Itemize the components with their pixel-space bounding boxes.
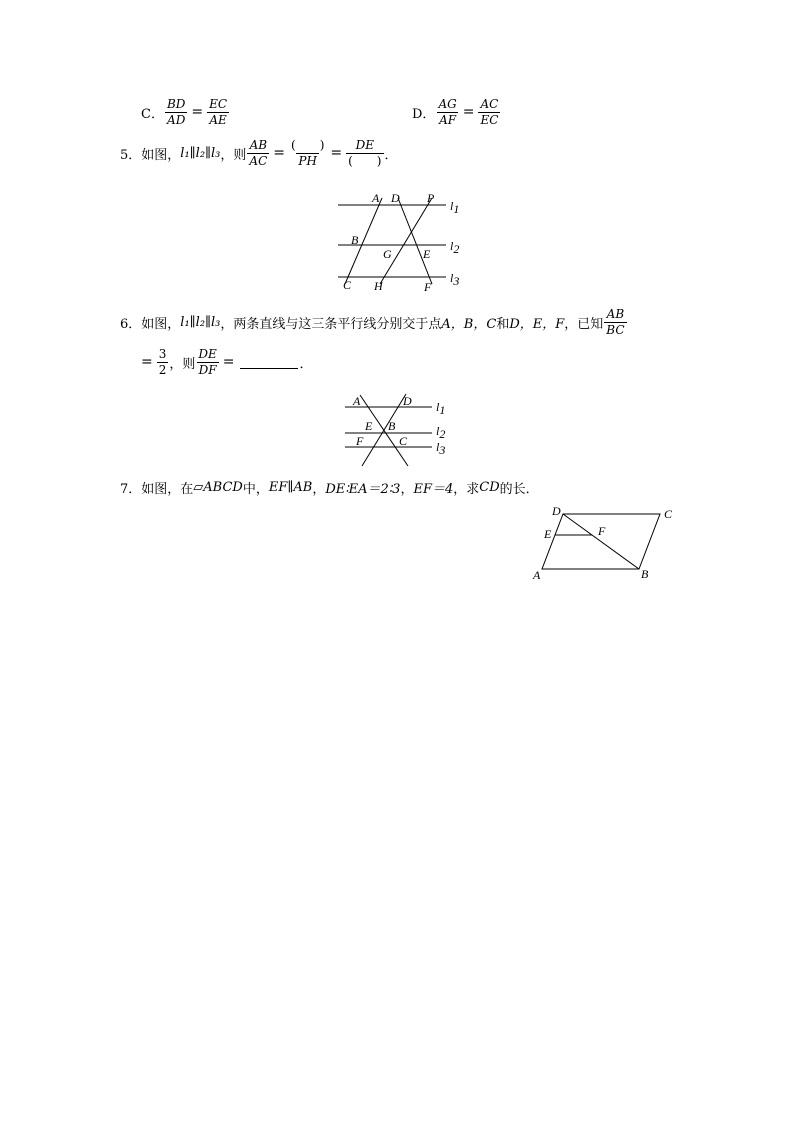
label-e: E xyxy=(544,527,552,541)
label-l3: l3 xyxy=(436,440,446,457)
q7-condition-1: EF∥AB xyxy=(268,480,313,495)
label-b: B xyxy=(388,419,396,433)
q6-value: $\frac{3}{2}$ xyxy=(158,347,167,377)
label-l1: l1 xyxy=(450,199,460,216)
option-d-label: D． xyxy=(412,106,436,122)
q6-end: ． xyxy=(299,356,313,372)
q6-then: ，则 xyxy=(169,356,196,372)
label-f: F xyxy=(356,434,364,448)
q5-fraction-2: $\frac{( )}{PH}$ xyxy=(291,138,325,168)
label-a: A xyxy=(533,568,541,582)
label-b: B xyxy=(641,567,649,581)
q7-number: 7．如图，在 xyxy=(120,482,194,497)
option-c-label: C． xyxy=(141,106,164,122)
q7-condition-2: DE∶EA＝2∶3 xyxy=(325,482,401,497)
q7-parallelogram: ▱ABCD xyxy=(193,480,243,495)
question-6-line-1 xyxy=(120,308,628,336)
label-d: D xyxy=(403,394,412,408)
label-h: H xyxy=(374,279,383,293)
option-c-fraction-2: $\frac{EC}{AE}$ xyxy=(209,97,228,127)
equals-sign: = xyxy=(462,104,475,121)
label-d: D xyxy=(391,191,400,205)
q6-number: 6．如图， xyxy=(120,316,181,332)
q6-points-1: A，B，C xyxy=(441,316,497,332)
label-f: F xyxy=(598,524,606,538)
question-7: 7．如图，在 ▱ABCD 中， EF∥AB ， DE∶EA＝2∶3 ， EF＝4 ，求 CD 的长． xyxy=(120,480,539,497)
q6-text: ，两条直线与这三条平行线分别交于点 xyxy=(220,316,442,332)
label-c: C xyxy=(343,278,352,292)
q6-known: ，已知 xyxy=(564,316,604,332)
label-l1: l1 xyxy=(436,400,446,417)
q5-condition: l₁∥l₂∥l₃ xyxy=(180,145,221,161)
q6-and: 和 xyxy=(496,316,510,332)
label-a: A xyxy=(353,394,361,408)
label-c: C xyxy=(664,507,673,521)
q5-number: 5．如图， xyxy=(120,147,181,163)
question-6-line-2: = $\frac{3}{2}$ ，则 $\frac{DE}{DF}$ = ． xyxy=(141,347,313,377)
q6-fraction-ab-bc: $\frac{AB}{BC}$ xyxy=(606,307,625,337)
q6-figure xyxy=(340,390,460,470)
label-b: B xyxy=(351,233,359,247)
q5-fraction-3: $\frac{DE}{( )}$ xyxy=(348,138,382,168)
q6-fraction-de-df: $\frac{DE}{DF}$ xyxy=(198,347,217,377)
label-p: P xyxy=(427,191,435,205)
option-c xyxy=(141,98,230,126)
label-l2: l2 xyxy=(450,239,460,256)
line-df xyxy=(398,198,432,284)
diagonal-db xyxy=(563,514,639,569)
option-d xyxy=(412,98,501,126)
q5-fraction-1: $\frac{AB}{AC}$ xyxy=(249,138,268,168)
q6-points-2: D，E，F xyxy=(509,316,565,332)
equals-sign: = xyxy=(191,104,204,121)
q5-figure xyxy=(330,188,470,296)
label-l2: l2 xyxy=(436,424,446,441)
label-l3: l3 xyxy=(450,271,460,288)
option-c-fraction-1: $\frac{BD}{AD}$ xyxy=(166,97,186,127)
label-g: G xyxy=(383,247,392,261)
q7-target: CD xyxy=(479,480,500,495)
equals-sign: = xyxy=(141,354,153,371)
q5-then: ，则 xyxy=(220,147,247,163)
option-d-fraction-1: $\frac{AG}{AF}$ xyxy=(438,97,457,127)
q5-end: ． xyxy=(384,147,398,163)
option-d-fraction-2: $\frac{AC}{EC}$ xyxy=(480,97,499,127)
q7-figure xyxy=(525,500,685,585)
line-ph xyxy=(380,198,432,284)
q7-mid: 中， xyxy=(242,482,269,497)
answer-blank[interactable] xyxy=(240,356,298,369)
label-f: F xyxy=(424,280,432,294)
label-a: A xyxy=(372,191,380,205)
q7-condition-3: EF＝4 xyxy=(413,482,454,497)
label-e: E xyxy=(365,419,373,433)
label-e: E xyxy=(423,247,431,261)
q6-condition: l₁∥l₂∥l₃ xyxy=(180,314,221,330)
question-5: 5．如图， l₁∥l₂∥l₃ ，则 $\frac{AB}{AC}$ = $\frac{( )}{PH}$ = $\frac{DE}{( )}$ ． xyxy=(120,138,398,168)
label-c: C xyxy=(399,434,408,448)
label-d: D xyxy=(552,504,561,518)
